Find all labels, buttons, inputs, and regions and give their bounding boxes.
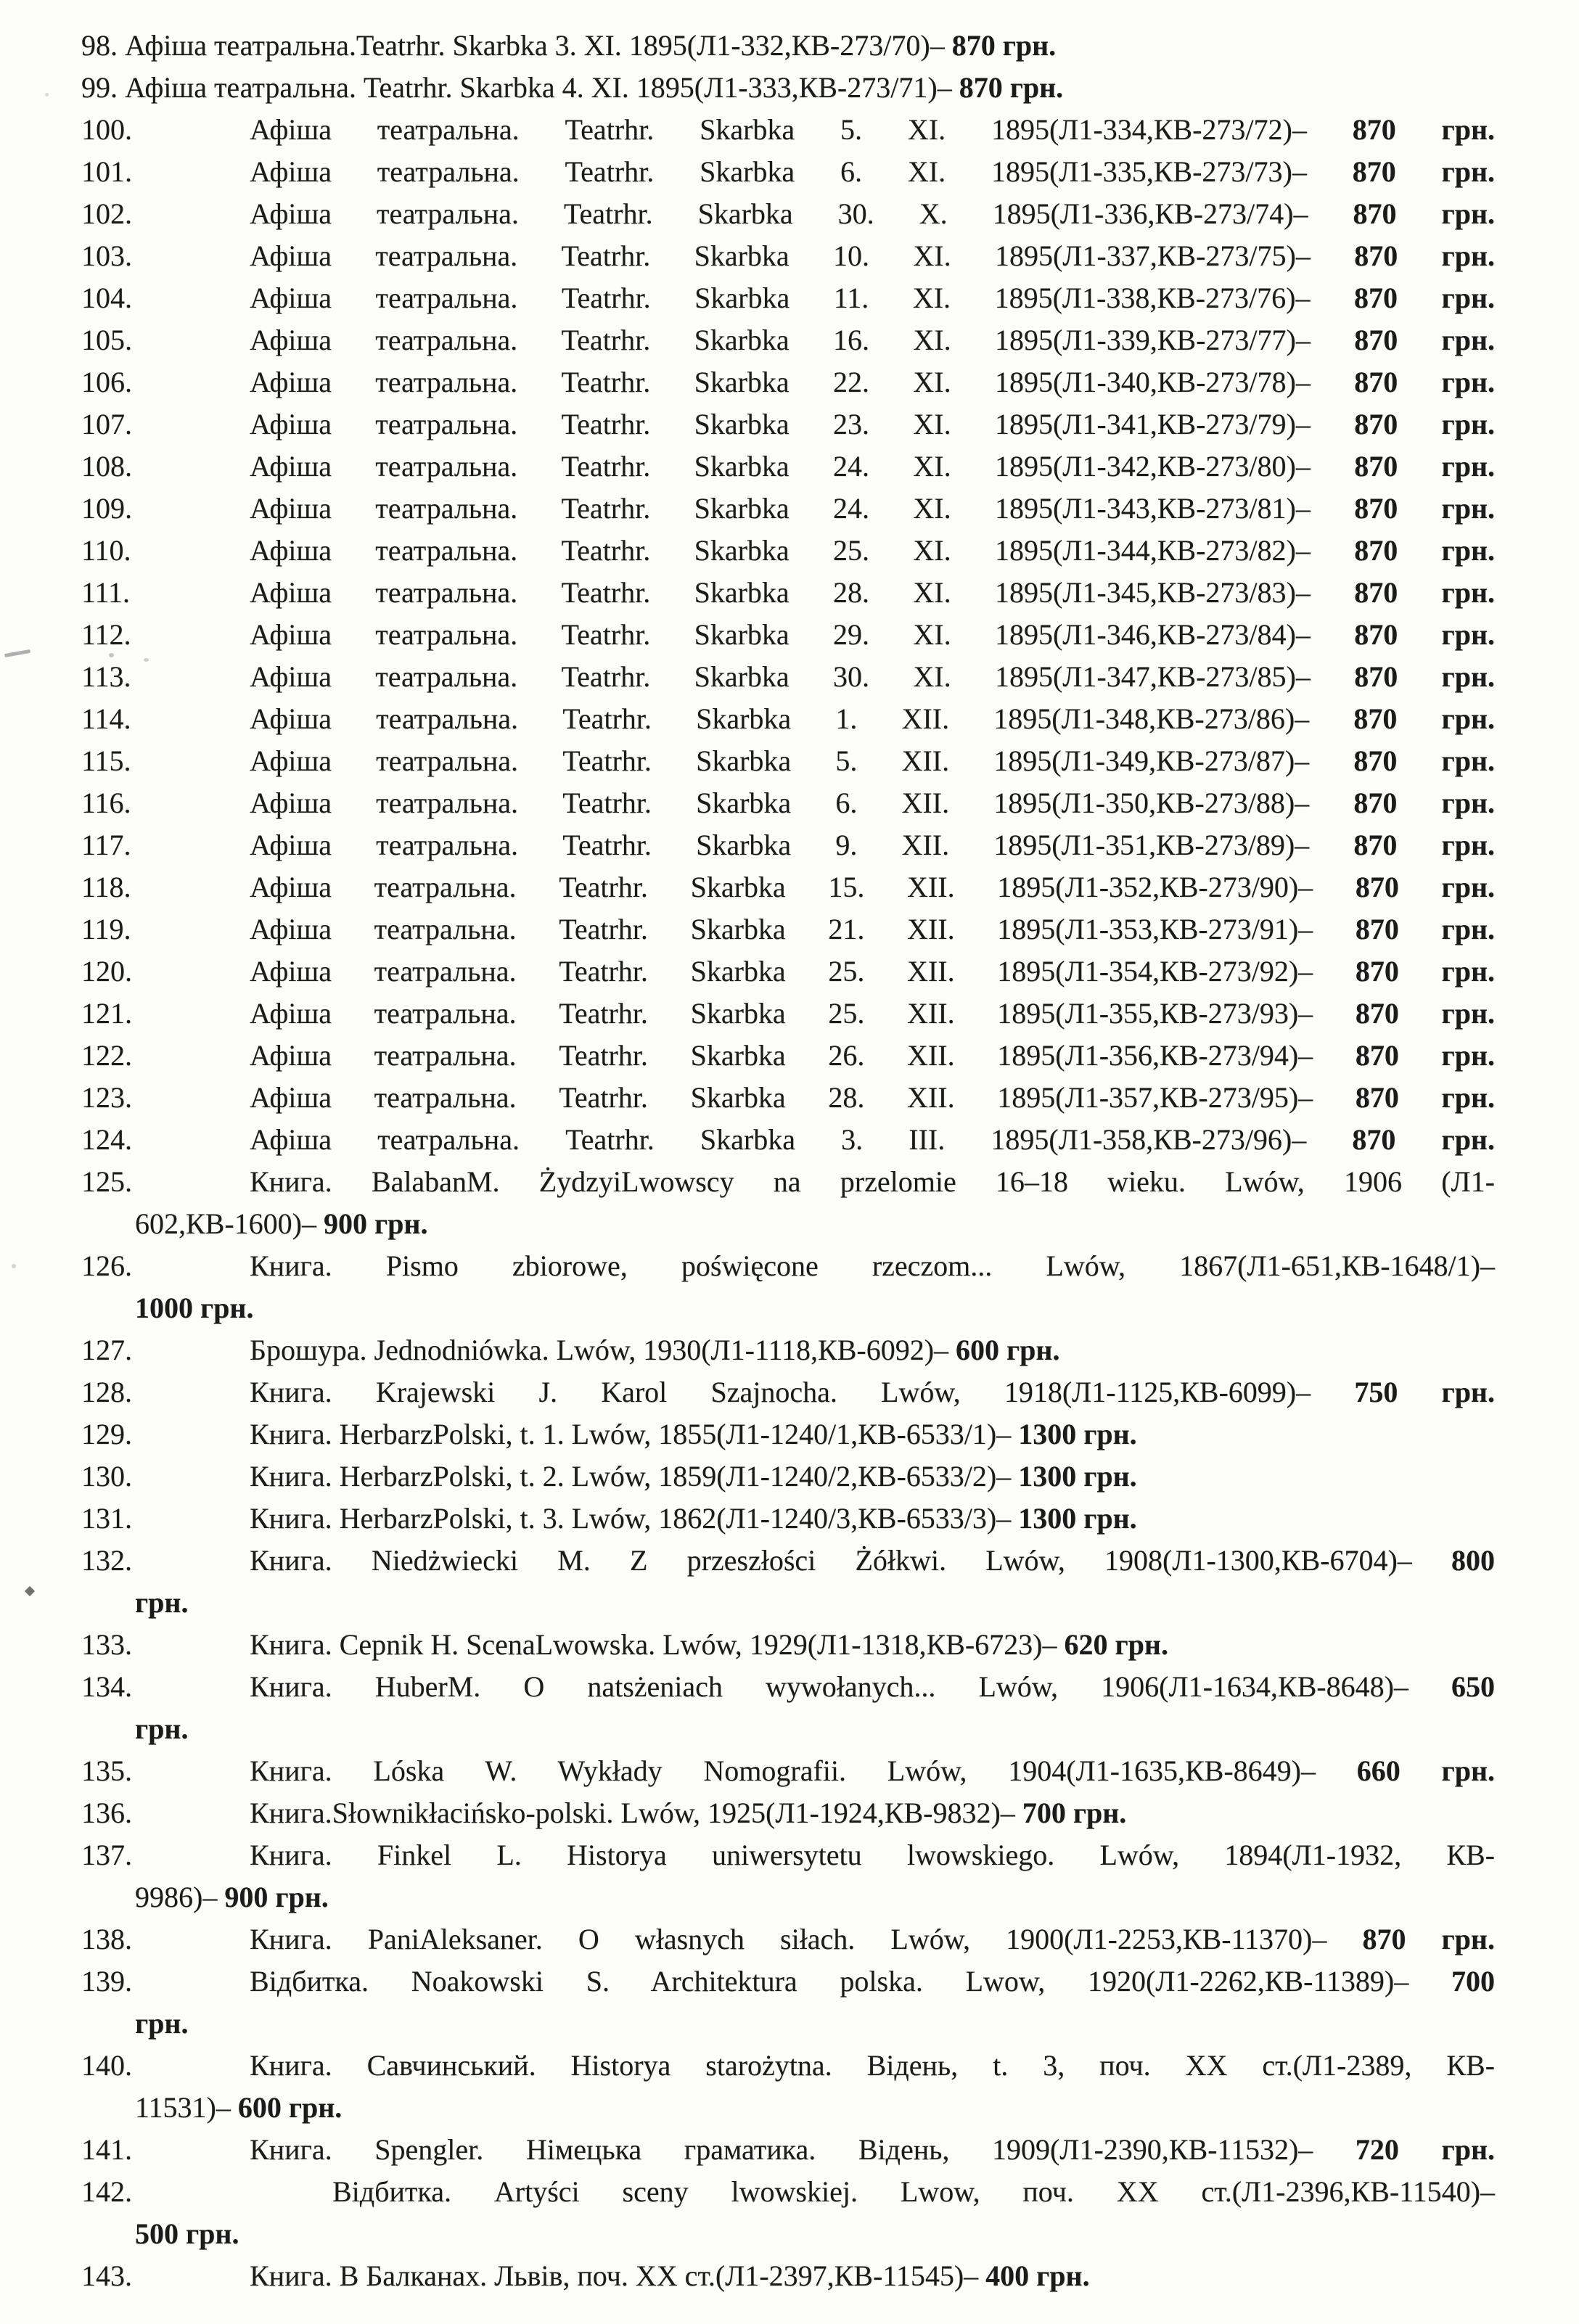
- entry-line: [135, 1582, 1495, 1624]
- entry-price: 870 грн.: [1354, 576, 1495, 609]
- entry-description: Афіша театральна.Teatrhr. Skarbka 3. XI. 1895(Л1-332,КВ-273/70)–: [125, 29, 952, 62]
- entry-line: [135, 950, 1495, 993]
- entry-price: 870 грн.: [1355, 997, 1495, 1030]
- entry-price: 700 грн.: [1022, 1797, 1127, 1829]
- entry-line: [135, 151, 1495, 193]
- list-item: [0, 1119, 1579, 1161]
- entry-description: Відбитка. Noakowski S. Architektura polska. Lwow, 1920(Л1-2262,КВ-11389)–: [250, 1965, 1451, 1997]
- entry-number: 102.: [81, 197, 132, 230]
- entry-price: 1300 грн.: [1018, 1418, 1137, 1450]
- entry-price: 660 грн.: [1356, 1754, 1495, 1787]
- entry-line: [135, 908, 1495, 950]
- entry-line: [135, 1077, 1495, 1119]
- entry-number: 134.: [81, 1670, 132, 1703]
- entry-description: Брошура. Jednodniówka. Lwów, 1930(Л1-1118,КВ-6092)–: [250, 1334, 956, 1366]
- entry-description: Афіша театральна. Teatrhr. Skarbka 15. XII. 1895(Л1-352,КВ-273/90)–: [250, 871, 1356, 903]
- entry-price: 870 грн.: [1353, 744, 1495, 777]
- entry-number: 109.: [81, 492, 132, 525]
- list-item: [0, 1918, 1579, 1960]
- list-item: [0, 151, 1579, 193]
- entry-number: 111.: [81, 576, 131, 609]
- entry-line: [135, 1203, 1495, 1245]
- entry-description: Книга. Krajewski J. Karol Szajnocha. Lwów, 1918(Л1-1125,КВ-6099)–: [250, 1376, 1355, 1408]
- entry-line: [135, 1750, 1495, 1792]
- entry-description: Афіша театральна. Teatrhr. Skarbka 10. XI. 1895(Л1-337,КВ-273/75)–: [250, 239, 1355, 272]
- entry-description: Книга. PaniAleksaner. O własnych siłach. Lwów, 1900(Л1-2253,КВ-11370)–: [250, 1923, 1363, 1955]
- entry-line: [135, 2171, 1495, 2213]
- entry-description: Афіша театральна. Teatrhr. Skarbka 28. XII. 1895(Л1-357,КВ-273/95)–: [250, 1081, 1356, 1114]
- entry-description: Книга. Lóska W. Wykłady Nomografii. Lwów, 1904(Л1-1635,КВ-8649)–: [250, 1754, 1357, 1787]
- entry-description: Афіша театральна. Teatrhr. Skarbka 24. XI. 1895(Л1-343,КВ-273/81)–: [250, 492, 1355, 525]
- entry-price: 870 грн.: [1353, 702, 1495, 735]
- entry-line: [135, 1834, 1495, 1876]
- list-item: [0, 277, 1579, 319]
- list-item: [0, 530, 1579, 572]
- list-item: [0, 109, 1579, 151]
- entry-price: 600 грн.: [956, 1334, 1060, 1366]
- list-item: [0, 1792, 1579, 1834]
- list-item: [0, 67, 1579, 109]
- list-item: [0, 235, 1579, 277]
- entry-number: 126.: [81, 1249, 132, 1282]
- entry-line: [135, 2045, 1495, 2087]
- entry-price: 870 грн.: [1354, 239, 1495, 272]
- list-item: [0, 445, 1579, 488]
- entry-price: 870 грн.: [1354, 534, 1495, 567]
- list-item: [0, 1455, 1579, 1498]
- entry-line: [135, 656, 1495, 698]
- entry-price: 1000 грн.: [135, 1292, 254, 1324]
- entry-number: 122.: [81, 1039, 132, 1072]
- entry-number: 139.: [81, 1965, 132, 1997]
- entry-number: 137.: [81, 1839, 132, 1871]
- entry-price: 870 грн.: [1354, 618, 1495, 651]
- entry-number: 133.: [81, 1628, 132, 1661]
- list-item: [0, 2255, 1579, 2297]
- list-item: [0, 319, 1579, 361]
- list-item: [0, 361, 1579, 403]
- entry-price: 870 грн.: [1354, 492, 1495, 525]
- entry-line: [135, 1035, 1495, 1077]
- entry-price: 870 грн.: [1355, 1039, 1495, 1072]
- entry-line: [135, 1666, 1495, 1708]
- entry-price: 870 грн.: [1352, 113, 1495, 146]
- entry-description: Афіша театральна. Teatrhr. Skarbka 30. X. 1895(Л1-336,КВ-273/74)–: [250, 197, 1353, 230]
- entry-line: [135, 109, 1495, 151]
- entry-price: 870 грн.: [1362, 1923, 1495, 1955]
- list-item: [0, 1750, 1579, 1792]
- entry-price: 870 грн.: [1354, 324, 1495, 356]
- entry-line: [135, 698, 1495, 740]
- entry-number: 116.: [81, 787, 131, 819]
- list-item: [0, 950, 1579, 993]
- entry-description: Книга. В Балканах. Львів, поч. XX ст.(Л1-2397,КВ-11545)–: [250, 2259, 986, 2292]
- entry-line: [135, 1708, 1495, 1750]
- catalog-list: [0, 25, 1579, 2297]
- entry-description: Книга. HerbarzPolski, t. 2. Lwów, 1859(Л1-1240/2,КВ-6533/2)–: [250, 1460, 1019, 1492]
- entry-description: 11531)–: [135, 2091, 238, 2124]
- entry-line: [135, 1876, 1495, 1918]
- entry-line: [135, 277, 1495, 319]
- entry-description: 9986)–: [135, 1881, 225, 1913]
- entry-price: 870 грн.: [1353, 197, 1495, 230]
- entry-description: Афіша театральна. Teatrhr. Skarbka 25. XII. 1895(Л1-355,КВ-273/93)–: [250, 997, 1356, 1030]
- list-item: [0, 740, 1579, 782]
- entry-number: 103.: [81, 239, 132, 272]
- entry-price: 400 грн.: [985, 2259, 1090, 2292]
- entry-description: Афіша театральна. Teatrhr. Skarbka 25. XI. 1895(Л1-344,КВ-273/82)–: [250, 534, 1355, 567]
- entry-number: 98.: [81, 29, 118, 62]
- entry-line: [135, 614, 1495, 656]
- entry-number: 106.: [81, 366, 132, 398]
- entry-description: Книга. Pismo zbiorowe, poświęcone rzeczom... Lwów, 1867(Л1-651,КВ-1648/1)–: [250, 1249, 1495, 1282]
- list-item: [0, 1161, 1579, 1245]
- entry-number: 130.: [81, 1460, 132, 1492]
- list-item: [0, 1834, 1579, 1918]
- entry-number: 108.: [81, 450, 132, 483]
- entry-description: Афіша театральна. Teatrhr. Skarbka 29. XI. 1895(Л1-346,КВ-273/84)–: [250, 618, 1355, 651]
- entry-number: 125.: [81, 1165, 132, 1198]
- list-item: [0, 1498, 1579, 1540]
- entry-description: Книга. HerbarzPolski, t. 3. Lwów, 1862(Л1-1240/3,КВ-6533/3)–: [250, 1502, 1019, 1535]
- entry-price: 870 грн.: [1354, 450, 1495, 483]
- entry-line: [135, 2003, 1495, 2045]
- list-item: [0, 1413, 1579, 1455]
- list-item: [0, 572, 1579, 614]
- entry-number: 140.: [81, 2049, 132, 2082]
- list-item: [0, 25, 1579, 67]
- entry-description: Книга. Finkel L. Historya uniwersytetu lwowskiego. Lwów, 1894(Л1-1932, КВ-: [250, 1839, 1495, 1871]
- entry-line: [135, 235, 1495, 277]
- entry-line: [135, 319, 1495, 361]
- list-item: [0, 2171, 1579, 2255]
- entry-number: 142.: [81, 2175, 132, 2208]
- entry-description: Книга.Słownikłacińsko-polski. Lwów, 1925(Л1-1924,КВ-9832)–: [250, 1797, 1022, 1829]
- entry-number: 100.: [81, 113, 132, 146]
- entry-number: 132.: [81, 1544, 132, 1577]
- entry-line: [135, 1498, 1495, 1540]
- entry-description: Афіша театральна. Teatrhr. Skarbka 16. XI. 1895(Л1-339,КВ-273/77)–: [250, 324, 1355, 356]
- entry-description: Книга. BalabanM. ŻydzyiLwowscy na przelomie 16–18 wieku. Lwów, 1906 (Л1-: [250, 1165, 1495, 1198]
- list-item: [0, 1540, 1579, 1624]
- entry-price: 870 грн.: [1355, 1081, 1495, 1114]
- entry-description: Афіша театральна. Teatrhr. Skarbka 26. XII. 1895(Л1-356,КВ-273/94)–: [250, 1039, 1356, 1072]
- entry-number: 128.: [81, 1376, 132, 1408]
- entry-price: 870 грн.: [959, 71, 1064, 104]
- entry-price: 900 грн.: [324, 1207, 428, 1240]
- entry-line: [135, 488, 1495, 530]
- entry-number: 112.: [81, 618, 131, 651]
- entry-number: 99.: [81, 71, 118, 104]
- entry-description: Афіша театральна. Teatrhr. Skarbka 9. XII. 1895(Л1-351,КВ-273/89)–: [250, 829, 1354, 861]
- entry-description: Книга. Cepnik H. ScenaLwowska. Lwów, 1929(Л1-1318,КВ-6723)–: [250, 1628, 1065, 1661]
- entry-price: грн.: [135, 1586, 189, 1619]
- entry-price: 1300 грн.: [1018, 1502, 1137, 1535]
- entry-description: Афіша театральна. Teatrhr. Skarbka 11. XI. 1895(Л1-338,КВ-273/76)–: [250, 282, 1354, 314]
- entry-number: 129.: [81, 1418, 132, 1450]
- entry-number: 127.: [81, 1334, 132, 1366]
- list-item: [0, 1960, 1579, 2045]
- entry-description: Афіша театральна. Teatrhr. Skarbka 3. III. 1895(Л1-358,КВ-273/96)–: [250, 1123, 1353, 1156]
- entry-price: 870 грн.: [951, 29, 1057, 62]
- entry-description: Афіша театральна. Teatrhr. Skarbka 5. XII. 1895(Л1-349,КВ-273/87)–: [250, 744, 1354, 777]
- entry-price: 870 грн.: [1352, 1123, 1495, 1156]
- entry-line: [135, 1960, 1495, 2003]
- entry-line: [135, 445, 1495, 488]
- entry-number: 143.: [81, 2259, 132, 2292]
- entry-number: 105.: [81, 324, 132, 356]
- list-item: [0, 1371, 1579, 1413]
- entry-number: 101.: [81, 155, 132, 188]
- entry-line: [135, 193, 1495, 235]
- entry-description: Афіша театральна. Teatrhr. Skarbka 4. XI. 1895(Л1-333,КВ-273/71)–: [125, 71, 959, 104]
- entry-number: 123.: [81, 1081, 132, 1114]
- entry-description: Афіша театральна. Teatrhr. Skarbka 22. XI. 1895(Л1-340,КВ-273/78)–: [250, 366, 1355, 398]
- entry-number: 104.: [81, 282, 132, 314]
- entry-price: 870 грн.: [1353, 829, 1495, 861]
- entry-line: [135, 2255, 1495, 2297]
- entry-price: 650: [1451, 1670, 1495, 1703]
- entry-line: [135, 824, 1495, 866]
- entry-line: [135, 740, 1495, 782]
- entry-line: [135, 866, 1495, 908]
- list-item: [0, 782, 1579, 824]
- list-item: [0, 1624, 1579, 1666]
- entry-line: [81, 25, 1495, 67]
- entry-description: Книга. HerbarzPolski, t. 1. Lwów, 1855(Л1-1240/1,КВ-6533/1)–: [250, 1418, 1019, 1450]
- entry-description: Афіша театральна. Teatrhr. Skarbka 1. XII. 1895(Л1-348,КВ-273/86)–: [250, 702, 1354, 735]
- entry-price: грн.: [135, 2007, 189, 2040]
- entry-price: 870 грн.: [1354, 408, 1495, 440]
- entry-line: [135, 1161, 1495, 1203]
- entry-number: 107.: [81, 408, 132, 440]
- entry-number: 120.: [81, 955, 132, 988]
- entry-description: Книга. Савчинський. Historya starożytna. Відень, t. 3, поч. XX ст.(Л1-2389, КВ-: [250, 2049, 1495, 2082]
- entry-price: 870 грн.: [1355, 871, 1495, 903]
- entry-number: 141.: [81, 2133, 132, 2166]
- entry-number: 136.: [81, 1797, 132, 1829]
- entry-line: [135, 1329, 1495, 1371]
- entry-description: Афіша театральна. Teatrhr. Skarbka 30. XI. 1895(Л1-347,КВ-273/85)–: [250, 660, 1355, 693]
- entry-line: [135, 1119, 1495, 1161]
- entry-number: 110.: [81, 534, 131, 567]
- entry-description: Книга. HuberM. O natsżeniach wywołanych... Lwów, 1906(Л1-1634,КВ-8648)–: [250, 1670, 1451, 1703]
- list-item: [0, 656, 1579, 698]
- entry-price: 900 грн.: [224, 1881, 329, 1913]
- entry-number: 115.: [81, 744, 131, 777]
- list-item: [0, 403, 1579, 445]
- list-item: [0, 1666, 1579, 1750]
- entry-line: [135, 1245, 1495, 1287]
- entry-price: 720 грн.: [1355, 2133, 1495, 2166]
- list-item: [0, 2045, 1579, 2129]
- entry-price: 870 грн.: [1352, 155, 1495, 188]
- entry-description: Афіша театральна. Teatrhr. Skarbka 6. XII. 1895(Л1-350,КВ-273/88)–: [250, 787, 1354, 819]
- entry-price: 870 грн.: [1355, 913, 1495, 945]
- entry-price: 870 грн.: [1354, 660, 1495, 693]
- entry-description: Афіша театральна. Teatrhr. Skarbka 25. XII. 1895(Л1-354,КВ-273/92)–: [250, 955, 1356, 988]
- entry-line: [135, 1287, 1495, 1329]
- entry-description: Афіша театральна. Teatrhr. Skarbka 23. XI. 1895(Л1-341,КВ-273/79)–: [250, 408, 1355, 440]
- entry-price: 1300 грн.: [1018, 1460, 1137, 1492]
- entry-description: 602,КВ-1600)–: [135, 1207, 324, 1240]
- entry-description: Відбитка. Artyści sceny lwowskiej. Lwow, поч. XX ст.(Л1-2396,КВ-11540)–: [332, 2175, 1495, 2208]
- entry-price: 500 грн.: [135, 2217, 239, 2250]
- list-item: [0, 993, 1579, 1035]
- entry-line: [81, 67, 1495, 109]
- entry-description: Афіша театральна. Teatrhr. Skarbka 6. XI. 1895(Л1-335,КВ-273/73)–: [250, 155, 1353, 188]
- list-item: [0, 908, 1579, 950]
- entry-number: 119.: [81, 913, 131, 945]
- entry-number: 121.: [81, 997, 132, 1030]
- entry-line: [135, 2087, 1495, 2129]
- entry-price: 700: [1451, 1965, 1495, 1997]
- entry-number: 124.: [81, 1123, 132, 1156]
- entry-price: 870 грн.: [1354, 282, 1495, 314]
- entry-line: [135, 1624, 1495, 1666]
- entry-line: [135, 572, 1495, 614]
- entry-line: [135, 993, 1495, 1035]
- entry-description: Книга. Niedżwiecki M. Z przeszłości Żółkwi. Lwów, 1908(Л1-1300,КВ-6704)–: [250, 1544, 1451, 1577]
- entry-line: [135, 1792, 1495, 1834]
- list-item: [0, 193, 1579, 235]
- list-item: [0, 1329, 1579, 1371]
- entry-description: Афіша театральна. Teatrhr. Skarbka 28. XI. 1895(Л1-345,КВ-273/83)–: [250, 576, 1355, 609]
- list-item: [0, 1035, 1579, 1077]
- entry-line: [135, 1455, 1495, 1498]
- list-item: [0, 614, 1579, 656]
- list-item: [0, 824, 1579, 866]
- entry-description: Афіша театральна. Teatrhr. Skarbka 24. XI. 1895(Л1-342,КВ-273/80)–: [250, 450, 1355, 483]
- entry-line: [135, 782, 1495, 824]
- entry-number: 131.: [81, 1502, 132, 1535]
- entry-line: [135, 2213, 1495, 2255]
- list-item: [0, 488, 1579, 530]
- entry-number: 138.: [81, 1923, 132, 1955]
- entry-number: 118.: [81, 871, 131, 903]
- entry-line: [135, 403, 1495, 445]
- entry-description: Книга. Spengler. Німецька граматика. Відень, 1909(Л1-2390,КВ-11532)–: [250, 2133, 1356, 2166]
- entry-price: 870 грн.: [1353, 787, 1495, 819]
- list-item: [0, 1077, 1579, 1119]
- entry-price: 620 грн.: [1064, 1628, 1168, 1661]
- list-item: [0, 1245, 1579, 1329]
- entry-price: 870 грн.: [1355, 955, 1495, 988]
- entry-line: [135, 1540, 1495, 1582]
- entry-price: 750 грн.: [1354, 1376, 1495, 1408]
- entry-number: 135.: [81, 1754, 132, 1787]
- entry-line: [135, 2129, 1495, 2171]
- entry-line: [135, 530, 1495, 572]
- entry-line: [135, 1413, 1495, 1455]
- entry-price: 870 грн.: [1354, 366, 1495, 398]
- entry-line: [135, 361, 1495, 403]
- entry-line: [135, 1918, 1495, 1960]
- entry-number: 114.: [81, 702, 131, 735]
- entry-number: 117.: [81, 829, 131, 861]
- entry-price: грн.: [135, 1712, 189, 1745]
- entry-number: 113.: [81, 660, 131, 693]
- entry-description: Афіша театральна. Teatrhr. Skarbka 5. XI. 1895(Л1-334,КВ-273/72)–: [250, 113, 1353, 146]
- entry-description: Афіша театральна. Teatrhr. Skarbka 21. XII. 1895(Л1-353,КВ-273/91)–: [250, 913, 1356, 945]
- entry-price: 600 грн.: [237, 2091, 343, 2124]
- list-item: [0, 866, 1579, 908]
- list-item: [0, 2129, 1579, 2171]
- entry-price: 800: [1451, 1544, 1495, 1577]
- entry-line: [135, 1371, 1495, 1413]
- list-item: [0, 698, 1579, 740]
